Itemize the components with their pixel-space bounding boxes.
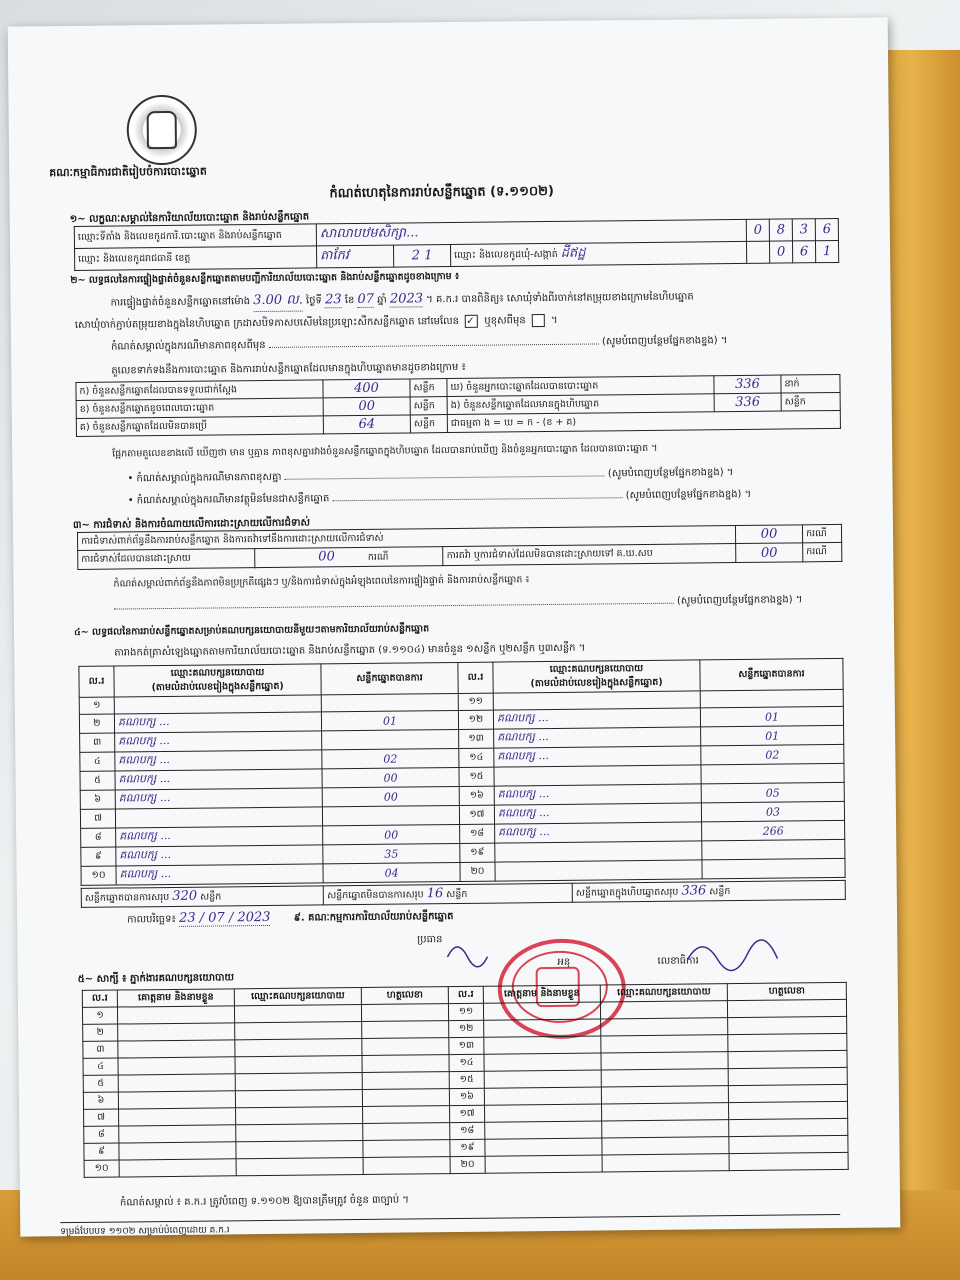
witness-cell[interactable] bbox=[362, 1038, 449, 1056]
col-votes: សន្លឹកឆ្នោតបានការ bbox=[700, 658, 843, 690]
fill-note: (សូមបំពេញបន្ថែមផ្នែកខាងខ្នង) ។ bbox=[601, 335, 728, 348]
witness-no: ១៩ bbox=[450, 1139, 485, 1156]
seal-diff-checkbox[interactable] bbox=[532, 314, 545, 327]
chair-label: ប្រធាន bbox=[417, 934, 443, 946]
col-party: ឈ្មោះគណបក្សនយោបាយ (តាមលំដាប់លេខរៀងក្នុងសន្លឹកឆ្នោត) bbox=[114, 664, 321, 697]
unit: សន្លឹក bbox=[410, 415, 447, 433]
witness-cell[interactable] bbox=[601, 1018, 728, 1036]
tally-sheets-line: តារាងកត់ត្រាសំឡេងឆ្នោតតាមការិយាល័យបោះឆ្នោត និងរាប់សន្លឹកឆ្នោត (ទ.១១០៤) មានចំនួន ១សន្លឹក ឬ២សន្លឹក ឬ៣សន្លឹក ។ bbox=[114, 642, 586, 659]
province-value: តាកែវ bbox=[317, 245, 394, 268]
commune-value: ដីឥដ្ឋ bbox=[560, 245, 586, 261]
unit: ករណី bbox=[803, 542, 842, 561]
location-code-digit: 8 bbox=[769, 219, 792, 241]
resolved-cell: 00 ករណី bbox=[255, 547, 444, 568]
witness-cell[interactable] bbox=[600, 1001, 727, 1019]
secretary-label: លេខាធិការ bbox=[657, 955, 699, 967]
witness-no: ១៦ bbox=[449, 1088, 484, 1105]
intro-a: ការផ្ទៀងផ្ទាត់ចំនួនសន្លឹកឆ្នោតនៅម៉ោង bbox=[110, 296, 251, 309]
witness-no: ១៨ bbox=[450, 1122, 485, 1139]
witness-cell[interactable] bbox=[118, 1057, 235, 1075]
col-party: ឈ្មោះគណបក្សនយោបាយ bbox=[234, 987, 361, 1005]
col-no: ល.រ bbox=[448, 986, 483, 1003]
witness-cell[interactable] bbox=[602, 1137, 729, 1155]
witness-cell[interactable] bbox=[362, 1072, 449, 1090]
intro-d: ឆ្នាំ bbox=[377, 294, 387, 306]
discrepancy-check: ផ្អែកតាមតួលេខខាងលើ ឃើញថា មាន ឬគ្មាន ភាពខុសគ្នារវាងចំនួនសន្លឹកឆ្នោតក្នុងហិបឆ្នោត ដែលបានរាប់ឃើញ និងចំនួនអ្នកបោះឆ្នោត ដែលបានបោះឆ្នោត ។ bbox=[112, 442, 658, 460]
commune-cell bbox=[450, 241, 746, 266]
total-box-cell: សន្លឹកឆ្នោតក្នុងហិបឆ្នោតសរុប 336 សន្លឹក bbox=[572, 880, 845, 902]
party-name bbox=[115, 807, 322, 828]
witness-cell[interactable] bbox=[235, 1038, 362, 1056]
party-name: គណបក្ស ... bbox=[116, 845, 323, 866]
witness-cell[interactable] bbox=[236, 1106, 363, 1124]
objection-table bbox=[77, 524, 842, 570]
party-no: ២ bbox=[79, 714, 114, 733]
party-votes bbox=[701, 763, 844, 783]
witness-cell[interactable] bbox=[729, 1118, 848, 1136]
received-label: ក) ចំនួនសន្លឹកឆ្នោតដែលបានទទួលជាក់ស្តែង bbox=[76, 380, 323, 401]
formula: ជាធម្មតា ង = ឃ = ក - (ខ + គ) bbox=[447, 410, 840, 432]
col-sign: ហត្ថលេខា bbox=[727, 982, 846, 1000]
witness-cell[interactable] bbox=[363, 1123, 450, 1141]
party-no: ១១ bbox=[458, 693, 493, 710]
witness-no: ១៣ bbox=[449, 1037, 484, 1054]
signing-date: កាលបរិច្ឆេទ៖ 23 / 07 / 2023 ៩. គណៈកម្មការការិយាល័យរាប់សន្លឹកឆ្នោត bbox=[126, 909, 454, 926]
witness-cell[interactable] bbox=[729, 1135, 848, 1153]
verification-line bbox=[110, 287, 693, 313]
party-no: ៣ bbox=[80, 733, 115, 752]
witness-cell[interactable] bbox=[363, 1157, 450, 1175]
commission-title: ៩. គណៈកម្មការការិយាល័យរាប់សន្លឹកឆ្នោត bbox=[293, 911, 454, 924]
party-name: គណបក្ស ... bbox=[494, 784, 701, 805]
section4-title: ៤~ លទ្ធផលនៃការរាប់សន្លឹកឆ្នោតសម្រាប់គណបក្សនយោបាយនីមួយៗតាមការិយាល័យរាប់សន្លឹកឆ្នោត bbox=[73, 623, 430, 638]
party-name bbox=[114, 695, 321, 714]
intro-c: ខែ bbox=[344, 295, 355, 307]
witness-cell[interactable] bbox=[601, 1052, 728, 1070]
objection-value: 00 bbox=[735, 525, 802, 544]
location-value: សាលាបឋមសិក្សា... bbox=[316, 219, 746, 246]
witness-no: ២០ bbox=[450, 1156, 485, 1173]
count-intro: តួលេខទាក់ទងនឹងការបោះឆ្នោត និងការរាប់សន្លឹកឆ្នោតដែលមានក្នុងហិបឆ្នោតមានដូចខាងក្រោម ៖ bbox=[111, 361, 466, 377]
witness-cell[interactable] bbox=[485, 1121, 602, 1139]
in-box-label: ង) ចំនួនសន្លឹកឆ្នោតដែលមានក្នុងហិបឆ្នោត bbox=[447, 394, 714, 415]
witness-cell[interactable] bbox=[728, 1101, 847, 1119]
unit: សន្លឹក bbox=[410, 379, 447, 397]
witness-no: ១១ bbox=[448, 1003, 483, 1020]
party-no: ៧ bbox=[80, 809, 115, 828]
party-votes bbox=[322, 729, 459, 749]
location-code-digit: 3 bbox=[792, 219, 815, 241]
witness-cell[interactable] bbox=[117, 1006, 234, 1024]
witness-cell[interactable] bbox=[728, 1033, 847, 1051]
date-value: 23 / 07 / 2023 bbox=[178, 909, 271, 926]
unresolved-label: ការតវ៉ា ឬការជំទាស់ដែលមិនបានដោះស្រាយទៅ គ.ឃ.សប bbox=[443, 544, 736, 566]
section5-title: ៥~ សាក្សី ៖ ភ្នាក់ងារគណបក្សនយោបាយ bbox=[77, 972, 235, 985]
witness-no: ១៥ bbox=[449, 1071, 484, 1088]
commune-code-digit: 6 bbox=[792, 241, 815, 263]
form-reference: ទម្រង់បែបបទ ១១០២ សម្រាប់បំពេញដោយ គ.ក.រ bbox=[60, 1214, 840, 1239]
location-code-digit: 6 bbox=[815, 218, 838, 240]
witness-cell[interactable] bbox=[484, 1019, 601, 1037]
commune-code-digit: 1 bbox=[815, 240, 838, 262]
total-invalid-cell: សន្លឹកឆ្នោតមិនបានការសរុប 16 សន្លឹក bbox=[324, 883, 573, 905]
voters-label: ឃ) ចំនួនអ្នកបោះឆ្នោតដែលបានបោះឆ្នោត bbox=[447, 376, 714, 397]
witness-cell[interactable] bbox=[602, 1154, 729, 1172]
party-votes bbox=[321, 693, 458, 711]
witness-no: ៨ bbox=[84, 1126, 119, 1143]
party-no: ៨ bbox=[81, 828, 116, 847]
commune-code-digit: 0 bbox=[769, 241, 792, 263]
witness-cell[interactable] bbox=[234, 1004, 361, 1022]
party-votes bbox=[322, 805, 459, 825]
witness-cell[interactable] bbox=[361, 1004, 448, 1022]
witness-no: ៥ bbox=[83, 1075, 118, 1092]
witness-cell[interactable] bbox=[601, 1069, 728, 1087]
witness-cell[interactable] bbox=[235, 1021, 362, 1039]
witness-cell[interactable] bbox=[235, 1072, 362, 1090]
results-table bbox=[78, 658, 845, 886]
witness-no: ១២ bbox=[449, 1020, 484, 1037]
witness-cell[interactable] bbox=[727, 999, 846, 1017]
month-value: 07 bbox=[357, 291, 375, 307]
witness-no: ១៧ bbox=[450, 1105, 485, 1122]
unit: ករណី bbox=[802, 524, 841, 542]
witness-cell[interactable] bbox=[362, 1055, 449, 1073]
diff-note-line bbox=[111, 333, 728, 354]
location-table bbox=[74, 218, 839, 271]
witness-cell[interactable] bbox=[602, 1103, 729, 1121]
witness-cell[interactable] bbox=[119, 1142, 236, 1160]
intro-b: ថ្ងៃទី bbox=[305, 295, 322, 307]
party-name: គណបក្ស ... bbox=[115, 750, 322, 771]
unit: នាក់ bbox=[781, 374, 840, 393]
witness-cell[interactable] bbox=[363, 1140, 450, 1158]
col-sign: ហត្ថលេខា bbox=[361, 987, 448, 1005]
witness-cell[interactable] bbox=[118, 1023, 235, 1041]
witness-cell[interactable] bbox=[119, 1159, 236, 1177]
party-votes: 05 bbox=[701, 782, 844, 802]
location-label: ឈ្មោះទីតាំង និងលេខកូដការិ.បោះឆ្នោត និងរាប់សន្លឹកឆ្នោត bbox=[74, 224, 316, 249]
witness-cell[interactable] bbox=[362, 1089, 449, 1107]
unused-value: 64 bbox=[323, 415, 410, 434]
total-valid-cell: សន្លឹកឆ្នោតបានការសរុប 320 សន្លឹក bbox=[81, 886, 324, 908]
party-no: ១៩ bbox=[460, 843, 495, 862]
party-votes: 02 bbox=[701, 744, 844, 764]
total-invalid-value: 16 bbox=[426, 886, 444, 902]
voters-value: 336 bbox=[714, 375, 781, 394]
party-votes: 03 bbox=[701, 801, 844, 821]
witness-cell[interactable] bbox=[236, 1123, 363, 1141]
party-no: ៤ bbox=[80, 752, 115, 771]
count-table bbox=[75, 374, 841, 437]
witness-cell[interactable] bbox=[601, 1086, 728, 1104]
witness-no: ៩ bbox=[84, 1143, 119, 1160]
year-value: 2023 bbox=[389, 291, 424, 307]
witness-cell[interactable] bbox=[235, 1055, 362, 1073]
member-label: អនុ bbox=[557, 956, 571, 968]
seal-or-text: ឬខុសពីមុន bbox=[484, 315, 526, 327]
party-no: ១៦ bbox=[459, 786, 494, 805]
col-party: ឈ្មោះគណបក្សនយោបាយ (តាមលំដាប់លេខរៀងក្នុងសន្លឹកឆ្នោត) bbox=[493, 660, 700, 693]
section2-title: ២~ លទ្ធផលនៃការផ្ទៀងផ្ទាត់ចំនួនសន្លឹកឆ្នោតតាមបញ្ជីការិយាល័យបោះឆ្នោត និងរាប់សន្លឹកឆ្នោតដូចខាងក្រោម ៖ bbox=[70, 270, 460, 286]
day-value: 23 bbox=[324, 292, 342, 308]
party-votes bbox=[702, 858, 845, 878]
resolved-value: 00 bbox=[318, 549, 335, 565]
seal-text: សោឃុំចាក់ភ្ជាប់តម្រុយខាងក្នុងនៃហិបឆ្នោត ក្រដាសបិទភាសបសើមនៃប្រឡោះសឺកសន្លឹកឆ្នោត នៅមេលែន bbox=[74, 315, 460, 331]
party-name bbox=[493, 691, 700, 710]
witness-no: ៣ bbox=[83, 1041, 118, 1058]
witness-no: ៦ bbox=[83, 1092, 118, 1109]
unit: សន្លឹក bbox=[781, 392, 840, 411]
col-name: គោត្តនាម និងនាមខ្លួន bbox=[117, 989, 234, 1007]
party-no: ១ bbox=[79, 697, 114, 714]
party-name: គណបក្ស ... bbox=[495, 822, 702, 843]
witness-no: ១ bbox=[82, 1007, 117, 1024]
bullet-diff: • កំណត់សម្គាល់ក្នុងករណីមានភាពខុសគ្នា (សូមបំពេញបន្ថែមផ្នែកខាងខ្នង) ។ bbox=[127, 467, 734, 485]
party-no: ៩ bbox=[81, 847, 116, 866]
unresolved-value: 00 bbox=[736, 543, 803, 563]
commune-label: ឈ្មោះ និងលេខកូដឃុំ-សង្កាត់ bbox=[454, 248, 558, 261]
party-name: គណបក្ស ... bbox=[116, 864, 323, 885]
diff-note-label: កំណត់សម្គាល់ក្នុងករណីមានភាពខុសពីមុន bbox=[110, 339, 266, 353]
seal-line: សោឃុំចាក់ភ្ជាប់តម្រុយខាងក្នុងនៃហិបឆ្នោត ក្រដាសបិទភាសបសើមនៃប្រឡោះសឺកសន្លឹកឆ្នោត នៅមេលែន ✓ ឬខុសពីមុន ។ bbox=[74, 314, 558, 331]
party-votes: 00 bbox=[322, 786, 459, 806]
section3-title: ៣~ ការជំទាស់ និងការចំណាយលើការដោះស្រាយលើការជំទាស់ bbox=[72, 517, 311, 531]
total-valid-value: 320 bbox=[172, 888, 198, 904]
party-name bbox=[495, 841, 702, 862]
intro-e: ។ គ.ក.រ បានពិនិត្យ៖ សោឃុំទាំងពីរចាក់នៅតម្រុយខាងក្រោមនៃហិបឆ្នោត bbox=[426, 291, 694, 306]
objection-fill: (សូមបំពេញបន្ថែមផ្នែកខាងខ្នង) ។ bbox=[114, 592, 803, 614]
party-votes: 00 bbox=[323, 824, 460, 844]
witness-cell[interactable] bbox=[118, 1040, 235, 1058]
col-no: ល.រ bbox=[79, 666, 114, 697]
witness-cell[interactable] bbox=[235, 1089, 362, 1107]
witness-cell[interactable] bbox=[363, 1106, 450, 1124]
province-label: ឈ្មោះ និងលេខកូដរាជធានី ខេត្ត bbox=[75, 246, 317, 271]
party-name: គណបក្ស ... bbox=[494, 746, 701, 767]
party-name: គណបក្ស ... bbox=[115, 731, 322, 752]
witness-cell[interactable] bbox=[728, 1084, 847, 1102]
party-name: គណបក្ស ... bbox=[115, 769, 322, 790]
witness-cell[interactable] bbox=[485, 1104, 602, 1122]
col-no: ល.រ bbox=[82, 990, 117, 1007]
party-no: ១៥ bbox=[459, 767, 494, 786]
col-party: ឈ្មោះគណបក្សនយោបាយ bbox=[600, 984, 727, 1002]
party-name bbox=[494, 765, 701, 786]
col-votes: សន្លឹកឆ្នោតបានការ bbox=[321, 662, 458, 694]
party-votes: 35 bbox=[323, 843, 460, 863]
witness-cell[interactable] bbox=[729, 1152, 848, 1170]
party-no: ១៣ bbox=[459, 729, 494, 748]
witness-cell[interactable] bbox=[484, 1053, 601, 1071]
unit: សន្លឹក bbox=[410, 397, 447, 415]
witness-cell[interactable] bbox=[119, 1108, 236, 1126]
committee-name: គណៈកម្មាធិការជាតិរៀបចំការបោះឆ្នោត bbox=[49, 164, 207, 180]
party-no: ១៤ bbox=[459, 748, 494, 767]
col-no: ល.រ bbox=[458, 662, 493, 693]
witness-cell[interactable] bbox=[602, 1120, 729, 1138]
witness-cell[interactable] bbox=[362, 1021, 449, 1039]
party-no: ១៧ bbox=[459, 805, 494, 824]
party-name bbox=[495, 860, 702, 881]
witness-cell[interactable] bbox=[485, 1155, 602, 1173]
party-no: ៦ bbox=[80, 790, 115, 809]
witness-cell[interactable] bbox=[484, 1036, 601, 1054]
witness-no: ៤ bbox=[83, 1058, 118, 1075]
party-name: គណបក្ស ... bbox=[494, 727, 701, 748]
party-name: គណបក្ស ... bbox=[115, 788, 322, 809]
count-report-form bbox=[8, 17, 901, 1236]
spoiled-label: ខ) ចំនួនសន្លឹកឆ្នោតខូចពេលបោះឆ្នោត bbox=[76, 398, 323, 419]
witness-cell[interactable] bbox=[484, 1070, 601, 1088]
party-name: គណបក្ស ... bbox=[116, 826, 323, 847]
nec-emblem-icon bbox=[126, 95, 197, 166]
party-no: ១២ bbox=[458, 710, 493, 729]
objection-label: ការជំទាស់ពាក់ព័ន្ធនឹងការរាប់សន្លឹកឆ្នោត និងការតវ៉ាទៅនឹងការដោះស្រាយលើការជំទាស់ bbox=[77, 526, 735, 551]
party-no: ១៨ bbox=[460, 824, 495, 843]
witness-cell[interactable] bbox=[236, 1140, 363, 1158]
party-votes: 266 bbox=[702, 820, 845, 840]
party-votes: 02 bbox=[322, 748, 459, 768]
form-title: កំណត់ហេតុនៃការរាប់សន្លឹកឆ្នោត (ទ.១១០២) bbox=[329, 183, 555, 202]
seal-ok-checkbox[interactable]: ✓ bbox=[465, 314, 478, 327]
witness-cell[interactable] bbox=[728, 1050, 847, 1068]
witness-table bbox=[82, 982, 849, 1178]
party-votes: 01 bbox=[700, 706, 843, 726]
witness-no: ២ bbox=[83, 1024, 118, 1041]
in-box-value: 336 bbox=[714, 393, 781, 412]
objection-note: កំណត់សម្គាល់ពាក់ព័ន្ធនឹងភាពមិនប្រក្រតីផ្សេងៗ ឬ/និងការជំទាស់ក្នុងអំឡុងពេលនៃការផ្ទៀងផ្ទាត់ និងការរាប់សន្លឹកឆ្នោត ៖ bbox=[113, 574, 530, 590]
party-name: គណបក្ស ... bbox=[493, 708, 700, 729]
party-name: គណបក្ស ... bbox=[114, 712, 321, 733]
witness-no: ១៤ bbox=[449, 1054, 484, 1071]
witness-cell[interactable] bbox=[601, 1035, 728, 1053]
party-name: គណបក្ស ... bbox=[494, 803, 701, 824]
resolved-label: ការជំទាស់ដែលបានដោះស្រាយ bbox=[78, 549, 255, 570]
witness-cell[interactable] bbox=[118, 1091, 235, 1109]
total-box-value: 336 bbox=[681, 883, 707, 899]
witness-no: ១០ bbox=[84, 1160, 119, 1177]
witness-cell[interactable] bbox=[728, 1067, 847, 1085]
footer-note: កំណត់សម្គាល់ ៖ គ.ក.រ ត្រូវបំពេញ ទ.១១០២ ឱ្យបានត្រឹមត្រូវ ចំនួន ៣ច្បាប់ ។ bbox=[119, 1194, 410, 1209]
party-votes: 00 bbox=[322, 767, 459, 787]
party-votes: 01 bbox=[321, 710, 458, 730]
time-value: 3.00 ល. bbox=[253, 292, 303, 313]
witness-cell[interactable] bbox=[236, 1157, 363, 1175]
party-no: ២០ bbox=[460, 862, 495, 881]
witness-no: ៧ bbox=[84, 1109, 119, 1126]
party-no: ៥ bbox=[80, 771, 115, 790]
witness-cell[interactable] bbox=[483, 1002, 600, 1020]
party-votes: 04 bbox=[323, 862, 460, 882]
bullet-foreign: • កំណត់សម្គាល់ក្នុងករណីមានវត្ថុមិនមែនជាសន្លឹកឆ្នោត (សូមបំពេញបន្ថែមផ្នែកខាងខ្នង) ។ bbox=[127, 488, 752, 507]
witness-cell[interactable] bbox=[485, 1138, 602, 1156]
witness-cell[interactable] bbox=[728, 1016, 847, 1034]
party-votes: 01 bbox=[701, 725, 844, 745]
unused-label: គ) ចំនួនសន្លឹកឆ្នោតដែលមិនបានប្រើ bbox=[76, 416, 323, 437]
col-name: គោត្តនាម និងនាមខ្លួន bbox=[483, 985, 600, 1003]
received-value: 400 bbox=[323, 379, 410, 398]
spoiled-value: 00 bbox=[323, 397, 410, 416]
witness-cell[interactable] bbox=[118, 1074, 235, 1092]
party-no: ១០ bbox=[81, 866, 116, 885]
witness-cell[interactable] bbox=[484, 1087, 601, 1105]
province-code: 2 1 bbox=[393, 245, 450, 268]
party-votes bbox=[700, 689, 843, 707]
location-code-digit: 0 bbox=[746, 219, 769, 241]
witness-cell[interactable] bbox=[119, 1125, 236, 1143]
section1-title: ១~ លក្ខណៈសម្គាល់នៃការិយាល័យបោះឆ្នោត និងរាប់សន្លឹកឆ្នោត bbox=[69, 211, 310, 226]
party-votes bbox=[702, 839, 845, 859]
